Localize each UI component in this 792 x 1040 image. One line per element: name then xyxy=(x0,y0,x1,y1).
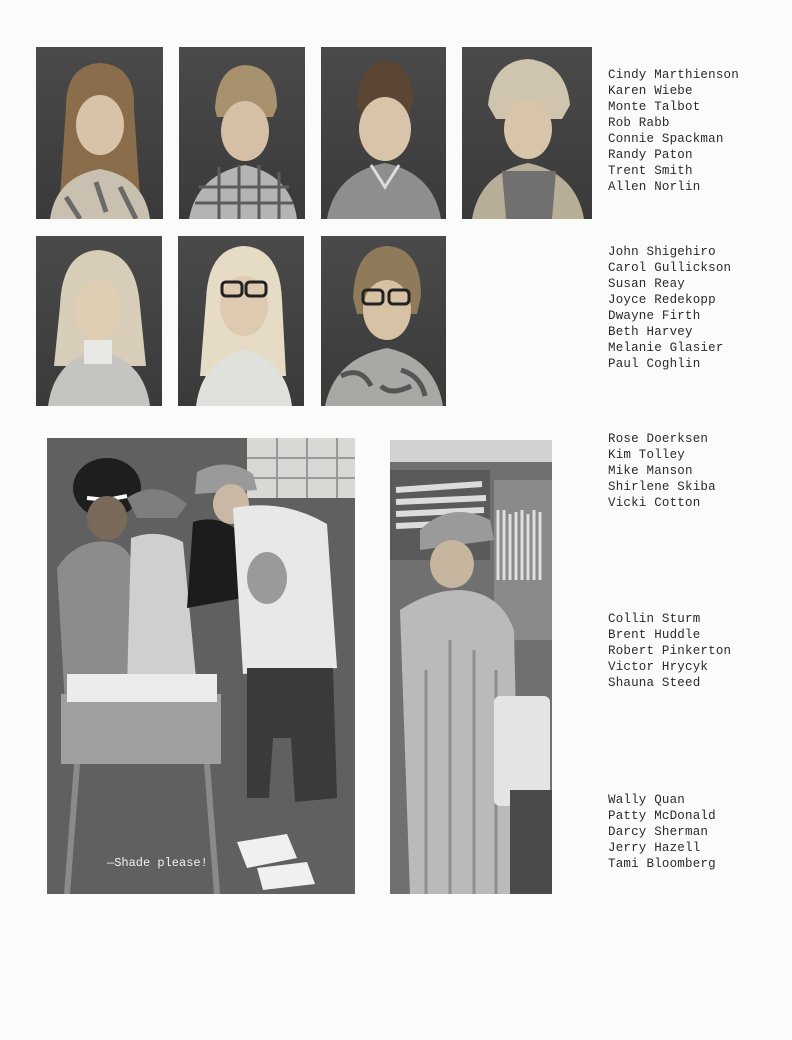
library-scene-image xyxy=(390,440,552,894)
portrait-1-2 xyxy=(179,47,305,219)
portrait-2-3 xyxy=(321,236,446,406)
student-name: Joyce Redekopp xyxy=(608,293,716,307)
student-portrait-image xyxy=(462,47,592,219)
names-group-4 xyxy=(608,611,731,691)
student-portrait-image xyxy=(179,47,305,219)
candid-photo-classroom xyxy=(47,438,355,894)
student-name: Patty McDonald xyxy=(608,809,716,823)
student-name: Rob Rabb xyxy=(608,116,670,130)
student-name: Rose Doerksen xyxy=(608,432,709,446)
student-name: Vicki Cotton xyxy=(608,496,701,510)
student-name: Allen Norlin xyxy=(608,180,701,194)
student-name: Susan Reay xyxy=(608,277,686,291)
student-name: Connie Spackman xyxy=(608,132,724,146)
student-name: Robert Pinkerton xyxy=(608,644,732,658)
student-name: Karen Wiebe xyxy=(608,84,693,98)
student-name: Dwayne Firth xyxy=(608,309,701,323)
student-name: Trent Smith xyxy=(608,164,693,178)
student-name: Cindy Marthienson xyxy=(608,68,739,82)
names-group-portrait-row-1 xyxy=(608,67,739,195)
names-group-portrait-row-2 xyxy=(608,244,731,372)
student-name: John Shigehiro xyxy=(608,245,716,259)
portrait-1-3 xyxy=(321,47,446,219)
student-name: Shauna Steed xyxy=(608,676,701,690)
student-name: Randy Paton xyxy=(608,148,693,162)
student-name: Brent Huddle xyxy=(608,628,701,642)
student-portrait-image xyxy=(321,236,446,406)
portrait-1-4 xyxy=(462,47,592,219)
student-name: Carol Gullickson xyxy=(608,261,732,275)
student-name: Tami Bloomberg xyxy=(608,857,716,871)
names-group-3 xyxy=(608,431,716,511)
student-name: Melanie Glasier xyxy=(608,341,724,355)
student-name: Jerry Hazell xyxy=(608,841,701,855)
student-name: Shirlene Skiba xyxy=(608,480,716,494)
portrait-1-1 xyxy=(36,47,163,219)
student-portrait-image xyxy=(178,236,304,406)
student-name: Kim Tolley xyxy=(608,448,686,462)
student-name: Wally Quan xyxy=(608,793,686,807)
names-group-5 xyxy=(608,792,716,872)
student-name: Monte Talbot xyxy=(608,100,701,114)
student-name: Paul Coghlin xyxy=(608,357,701,371)
student-portrait-image xyxy=(36,236,162,406)
student-name: Beth Harvey xyxy=(608,325,693,339)
student-name: Darcy Sherman xyxy=(608,825,709,839)
student-name: Victor Hrycyk xyxy=(608,660,709,674)
candid-photo-library xyxy=(390,440,552,894)
photo-caption: —Shade please! xyxy=(107,856,208,870)
portrait-2-2 xyxy=(178,236,304,406)
student-name: Mike Manson xyxy=(608,464,693,478)
student-portrait-image xyxy=(36,47,163,219)
student-name: Collin Sturm xyxy=(608,612,701,626)
classroom-scene-image xyxy=(47,438,355,894)
portrait-2-1 xyxy=(36,236,162,406)
student-portrait-image xyxy=(321,47,446,219)
